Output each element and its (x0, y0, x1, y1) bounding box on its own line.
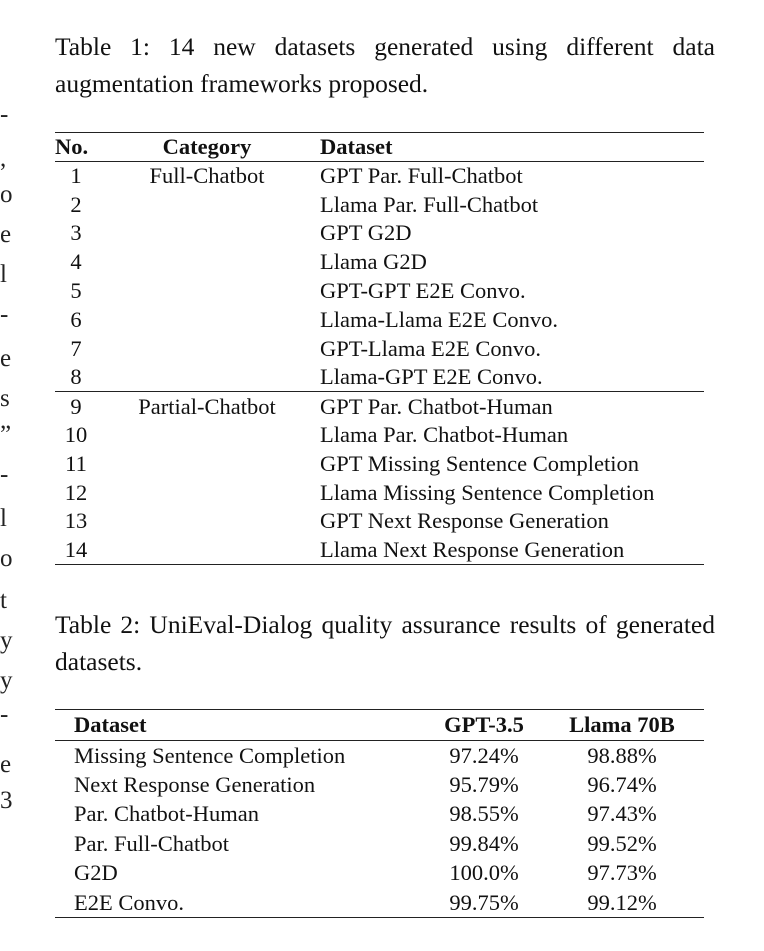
cell-dataset: GPT Missing Sentence Completion (320, 450, 639, 476)
datasets-table (55, 132, 704, 565)
margin-glyph: t (0, 587, 7, 614)
cell-dataset: GPT-GPT E2E Convo. (320, 278, 526, 304)
cell-llama70b: 99.52% (587, 830, 657, 856)
margin-glyph: - (0, 701, 9, 728)
cell-no: 10 (64, 422, 88, 448)
margin-glyph: - (0, 301, 9, 328)
cell-dataset: Llama Missing Sentence Completion (320, 479, 655, 505)
margin-glyph: e (0, 751, 12, 778)
cell-no: 14 (64, 537, 88, 562)
cell-category (97, 305, 317, 334)
cell-gpt35: 99.75% (449, 889, 519, 915)
table-header-row (55, 710, 704, 741)
cell-no: 13 (64, 508, 88, 534)
margin-glyph: 3 (0, 787, 13, 814)
table-header-row (55, 133, 704, 162)
table2-caption: Table 2: UniEval-Dialog quality assurance results of generated datasets. (55, 610, 715, 676)
margin-glyph: , (0, 145, 7, 172)
margin-glyph: e (0, 345, 12, 372)
margin-glyph: - (0, 461, 9, 488)
margin-glyph: o (0, 545, 13, 572)
table-row (55, 478, 704, 507)
table-row (55, 800, 704, 830)
cell-category (97, 478, 317, 507)
margin-glyph: e (0, 221, 12, 248)
table-row (55, 248, 704, 277)
cell-dataset: Llama Par. Full-Chatbot (320, 191, 539, 217)
cell-dataset: GPT Par. Full-Chatbot (320, 163, 523, 189)
table1-caption: Table 1: 14 new datasets generated using different data augmentation frameworks proposed. (55, 32, 715, 98)
margin-glyph: ” (0, 421, 12, 448)
cell-no: 9 (70, 393, 82, 419)
cell-dataset: GPT Par. Chatbot-Human (320, 393, 553, 419)
margin-glyph: - (0, 101, 9, 128)
table-row (55, 392, 704, 421)
cell-gpt35: 100.0% (449, 860, 519, 886)
cell-category (97, 507, 317, 536)
cell-category (97, 449, 317, 478)
cell-category (97, 334, 317, 363)
cell-category (97, 363, 317, 392)
cell-no: 12 (64, 479, 88, 505)
cell-category (97, 421, 317, 450)
margin-glyph: l (0, 261, 7, 288)
table-row (55, 277, 704, 306)
cell-category (97, 190, 317, 219)
table-row (55, 421, 704, 450)
table-row (55, 536, 704, 565)
cell-gpt35: 97.24% (449, 742, 519, 768)
cell-no: 5 (70, 278, 82, 304)
cell-dataset: GPT Next Response Generation (320, 508, 609, 534)
header-llama70b: Llama 70B (569, 712, 675, 737)
header-dataset: Dataset (74, 712, 147, 737)
header-category: Category (162, 134, 252, 159)
cell-llama70b: 97.43% (587, 801, 657, 827)
cell-dataset: Par. Full-Chatbot (74, 830, 230, 856)
cell-dataset: E2E Convo. (74, 889, 184, 915)
table-row (55, 770, 704, 800)
table-row (55, 219, 704, 248)
cell-dataset: Llama-GPT E2E Convo. (320, 364, 543, 390)
header-gpt35: GPT-3.5 (444, 712, 524, 737)
table-row (55, 829, 704, 859)
cell-no: 2 (70, 191, 82, 217)
margin-glyph: y (0, 627, 13, 654)
cell-dataset: Llama Next Response Generation (320, 537, 625, 562)
cell-llama70b: 97.73% (587, 860, 657, 886)
cell-gpt35: 99.84% (449, 830, 519, 856)
table-row (55, 334, 704, 363)
cell-dataset: Par. Chatbot-Human (74, 801, 259, 827)
margin-glyph: o (0, 181, 13, 208)
header-no: No. (55, 134, 89, 159)
cell-category (97, 536, 317, 565)
cell-category: Partial-Chatbot (138, 393, 276, 419)
table-row (55, 507, 704, 536)
header-dataset: Dataset (320, 134, 393, 159)
margin-glyph: s (0, 385, 10, 412)
cell-dataset: GPT-Llama E2E Convo. (320, 335, 542, 361)
cell-no: 1 (70, 163, 82, 189)
cell-category (97, 219, 317, 248)
cell-category (97, 248, 317, 277)
cell-no: 6 (70, 306, 82, 332)
table-row (55, 741, 704, 771)
cell-gpt35: 98.55% (449, 801, 519, 827)
cell-llama70b: 98.88% (587, 742, 657, 768)
cell-dataset: Llama G2D (320, 249, 427, 275)
margin-glyph: l (0, 505, 7, 532)
table-row (55, 363, 704, 392)
quality-results-table (55, 709, 704, 918)
cell-llama70b: 99.12% (587, 889, 657, 915)
cell-category: Full-Chatbot (149, 163, 265, 189)
cell-dataset: GPT G2D (320, 220, 412, 246)
cell-dataset: Llama Par. Chatbot-Human (320, 422, 569, 448)
cell-dataset: Llama-Llama E2E Convo. (320, 306, 559, 332)
cell-no: 11 (65, 450, 87, 476)
cell-no: 8 (70, 364, 82, 390)
table-row (55, 859, 704, 889)
margin-glyph: y (0, 667, 13, 694)
cell-category (97, 277, 317, 306)
table-row (55, 888, 704, 918)
cell-dataset: Next Response Generation (74, 771, 316, 797)
cell-no: 7 (70, 335, 82, 361)
table-row (55, 190, 704, 219)
table-row (55, 449, 704, 478)
table-row (55, 162, 704, 191)
cell-dataset: G2D (74, 860, 118, 886)
cell-dataset: Missing Sentence Completion (74, 742, 346, 768)
cell-no: 4 (70, 249, 82, 275)
left-column-clipped-text (0, 0, 20, 951)
cell-no: 3 (70, 220, 82, 246)
cell-gpt35: 95.79% (449, 771, 519, 797)
cell-llama70b: 96.74% (587, 771, 657, 797)
table-row (55, 305, 704, 334)
